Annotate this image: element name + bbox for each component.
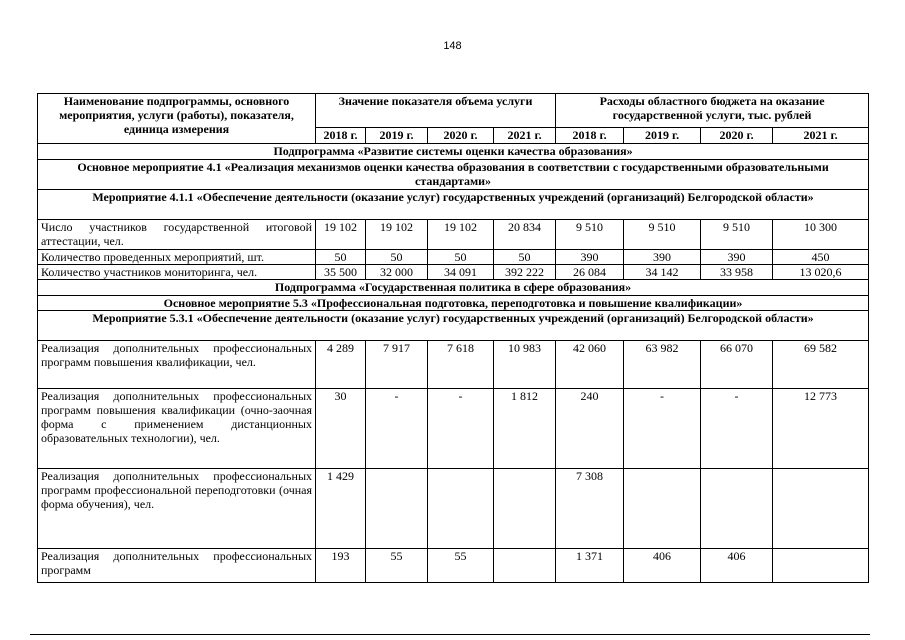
cell: 19 102 <box>428 220 494 250</box>
table-row <box>38 220 869 250</box>
cell: 9 510 <box>624 220 701 250</box>
row-label: Количество участников мониторинга, чел. <box>38 265 316 280</box>
row-label: Реализация дополнительных профессиональных программ повышения квалификации, чел. <box>38 341 316 389</box>
year-header: 2019 г. <box>624 128 701 144</box>
cell: 13 020,6 <box>773 265 869 280</box>
cell: 193 <box>316 549 366 583</box>
row-label: Число участников государственной итоговой аттестации, чел. <box>38 220 316 250</box>
cell <box>773 469 869 549</box>
main-event-title: Основное мероприятие 4.1 «Реализация механизмов оценки качества образования в соответствии с государственными образовательными стандартами» <box>38 160 869 190</box>
table-row <box>38 250 869 265</box>
cell: 19 102 <box>366 220 428 250</box>
row-label: Реализация дополнительных профессиональных программ повышения квалификации (очно-заочная форма с применением дистанционных образовательных технологии), чел. <box>38 389 316 469</box>
cell: 240 <box>556 389 624 469</box>
cell: 35 500 <box>316 265 366 280</box>
year-header: 2021 г. <box>773 128 869 144</box>
year-header: 2018 г. <box>316 128 366 144</box>
cell: 69 582 <box>773 341 869 389</box>
main-event-title: Основное мероприятие 5.3 «Профессиональная подготовка, переподготовка и повышение квалификации» <box>38 296 869 311</box>
year-header: 2020 г. <box>428 128 494 144</box>
table-row <box>38 265 869 280</box>
cell: 34 142 <box>624 265 701 280</box>
row-label: Реализация дополнительных профессиональных программ профессиональной переподготовки (очная форма обучения), чел. <box>38 469 316 549</box>
cell <box>494 469 556 549</box>
cell: 450 <box>773 250 869 265</box>
cell: 1 371 <box>556 549 624 583</box>
cell: 7 917 <box>366 341 428 389</box>
cell: - <box>624 389 701 469</box>
cell: 55 <box>366 549 428 583</box>
cell: 390 <box>624 250 701 265</box>
cell: 50 <box>494 250 556 265</box>
event-title: Мероприятие 5.3.1 «Обеспечение деятельности (оказание услуг) государственных учреждений (организаций) Белгородской области» <box>38 311 869 341</box>
cell: 1 812 <box>494 389 556 469</box>
year-header: 2018 г. <box>556 128 624 144</box>
cell: 390 <box>701 250 773 265</box>
cell: 4 289 <box>316 341 366 389</box>
table-row <box>38 549 869 583</box>
cell: 66 070 <box>701 341 773 389</box>
cell: - <box>366 389 428 469</box>
cell: 20 834 <box>494 220 556 250</box>
page-edge-line <box>30 634 870 635</box>
cell: 7 308 <box>556 469 624 549</box>
event-title: Мероприятие 4.1.1 «Обеспечение деятельности (оказание услуг) государственных учреждений (организаций) Белгородской области» <box>38 190 869 220</box>
cell: 33 958 <box>701 265 773 280</box>
year-header: 2021 г. <box>494 128 556 144</box>
table-row <box>38 469 869 549</box>
header-name: Наименование подпрограммы, основного мероприятия, услуги (работы), показателя, единица измерения <box>38 94 316 144</box>
cell <box>624 469 701 549</box>
cell: 50 <box>428 250 494 265</box>
cell: 50 <box>316 250 366 265</box>
header-expenses: Расходы областного бюджета на оказание государственной услуги, тыс. рублей <box>556 94 869 128</box>
cell <box>428 469 494 549</box>
cell: - <box>428 389 494 469</box>
cell: 7 618 <box>428 341 494 389</box>
row-label: Реализация дополнительных профессиональных программ <box>38 549 316 583</box>
cell: 50 <box>366 250 428 265</box>
cell: 55 <box>428 549 494 583</box>
header-volume: Значение показателя объема услуги <box>316 94 556 128</box>
cell: 26 084 <box>556 265 624 280</box>
cell <box>701 469 773 549</box>
cell: 32 000 <box>366 265 428 280</box>
cell: 42 060 <box>556 341 624 389</box>
cell: - <box>701 389 773 469</box>
year-header: 2020 г. <box>701 128 773 144</box>
budget-table <box>37 93 869 583</box>
table-row <box>38 341 869 389</box>
cell: 12 773 <box>773 389 869 469</box>
cell: 406 <box>701 549 773 583</box>
cell: 63 982 <box>624 341 701 389</box>
subprogram-title: Подпрограмма «Развитие системы оценки качества образования» <box>38 144 869 160</box>
cell: 10 300 <box>773 220 869 250</box>
cell: 34 091 <box>428 265 494 280</box>
page-number: 148 <box>443 40 462 52</box>
cell: 30 <box>316 389 366 469</box>
year-header: 2019 г. <box>366 128 428 144</box>
cell: 406 <box>624 549 701 583</box>
cell: 9 510 <box>701 220 773 250</box>
cell <box>494 549 556 583</box>
table-row <box>38 389 869 469</box>
cell: 392 222 <box>494 265 556 280</box>
cell: 390 <box>556 250 624 265</box>
cell <box>366 469 428 549</box>
cell <box>773 549 869 583</box>
subprogram-title: Подпрограмма «Государственная политика в сфере образования» <box>38 280 869 296</box>
row-label: Количество проведенных мероприятий, шт. <box>38 250 316 265</box>
cell: 10 983 <box>494 341 556 389</box>
cell: 1 429 <box>316 469 366 549</box>
cell: 9 510 <box>556 220 624 250</box>
cell: 19 102 <box>316 220 366 250</box>
